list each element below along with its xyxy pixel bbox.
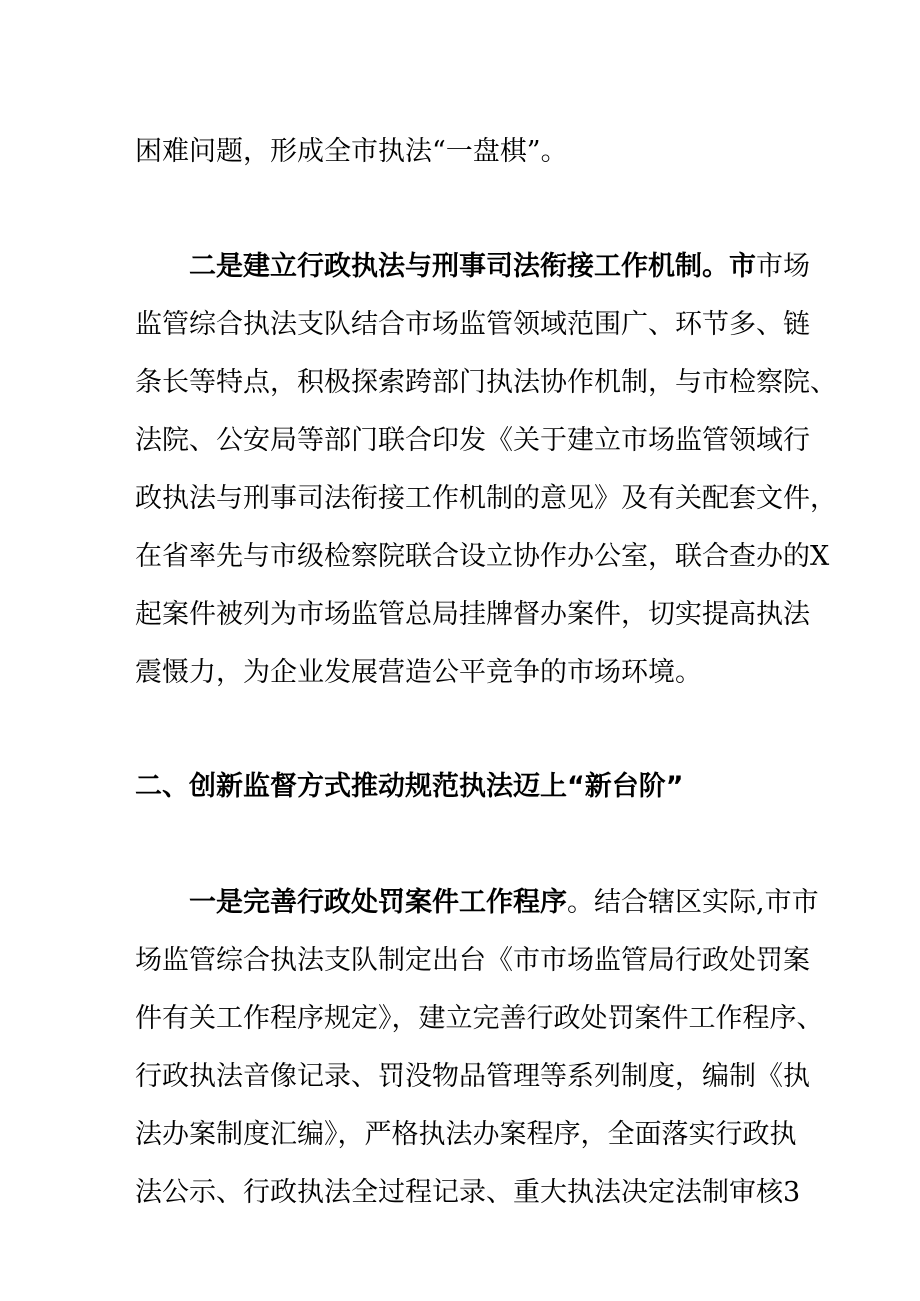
paragraph-line: 在省率先与市级检察院联合设立协作办公室，联合查办的X	[135, 541, 830, 572]
paragraph-first-line	[189, 883, 819, 923]
paragraph-text: 市场	[756, 251, 810, 282]
paragraph-line: 震慑力，为企业发展营造公平竞争的市场环境。	[135, 657, 702, 688]
paragraph-line: 法办案制度汇编》，严格执法办案程序，全面落实行政执	[135, 1119, 797, 1150]
paragraph-line: 法公示、行政执法全过程记录、重大执法决定法制审核3	[135, 1177, 801, 1208]
section-heading: 二、创新监督方式推动规范执法迈上“新台阶”	[135, 771, 684, 802]
paragraph-line: 行政执法音像记录、罚没物品管理等系列制度，编制《执	[135, 1061, 810, 1092]
paragraph-line: 政执法与刑事司法衔接工作机制的意见》及有关配套文件，	[135, 483, 837, 514]
paragraph-line: 件有关工作程序规定》，建立完善行政处罚案件工作程序、	[135, 1003, 824, 1034]
paragraph-text: 。结合辖区实际,市市	[567, 887, 819, 918]
paragraph-line: 法院、公安局等部门联合印发《关于建立市场监管领域行	[135, 425, 810, 456]
paragraph-line: 起案件被列为市场监管总局挂牌督办案件，切实提高执法	[135, 599, 810, 630]
paragraph-line: 条长等特点，积极探索跨部门执法协作机制，与市检察院、	[135, 367, 837, 398]
paragraph-lead: 一是完善行政处罚案件工作程序	[189, 887, 567, 918]
paragraph-line: 监管综合执法支队结合市场监管领域范围广、环节多、链	[135, 309, 810, 340]
paragraph-line: 困难问题，形成全市执法“一盘棋”。	[135, 136, 568, 167]
paragraph-lead: 二是建立行政执法与刑事司法衔接工作机制。市	[189, 251, 756, 282]
paragraph-first-line	[189, 247, 810, 287]
paragraph-line: 场监管综合执法支队制定出台《市市场监管局行政处罚案	[135, 945, 810, 976]
